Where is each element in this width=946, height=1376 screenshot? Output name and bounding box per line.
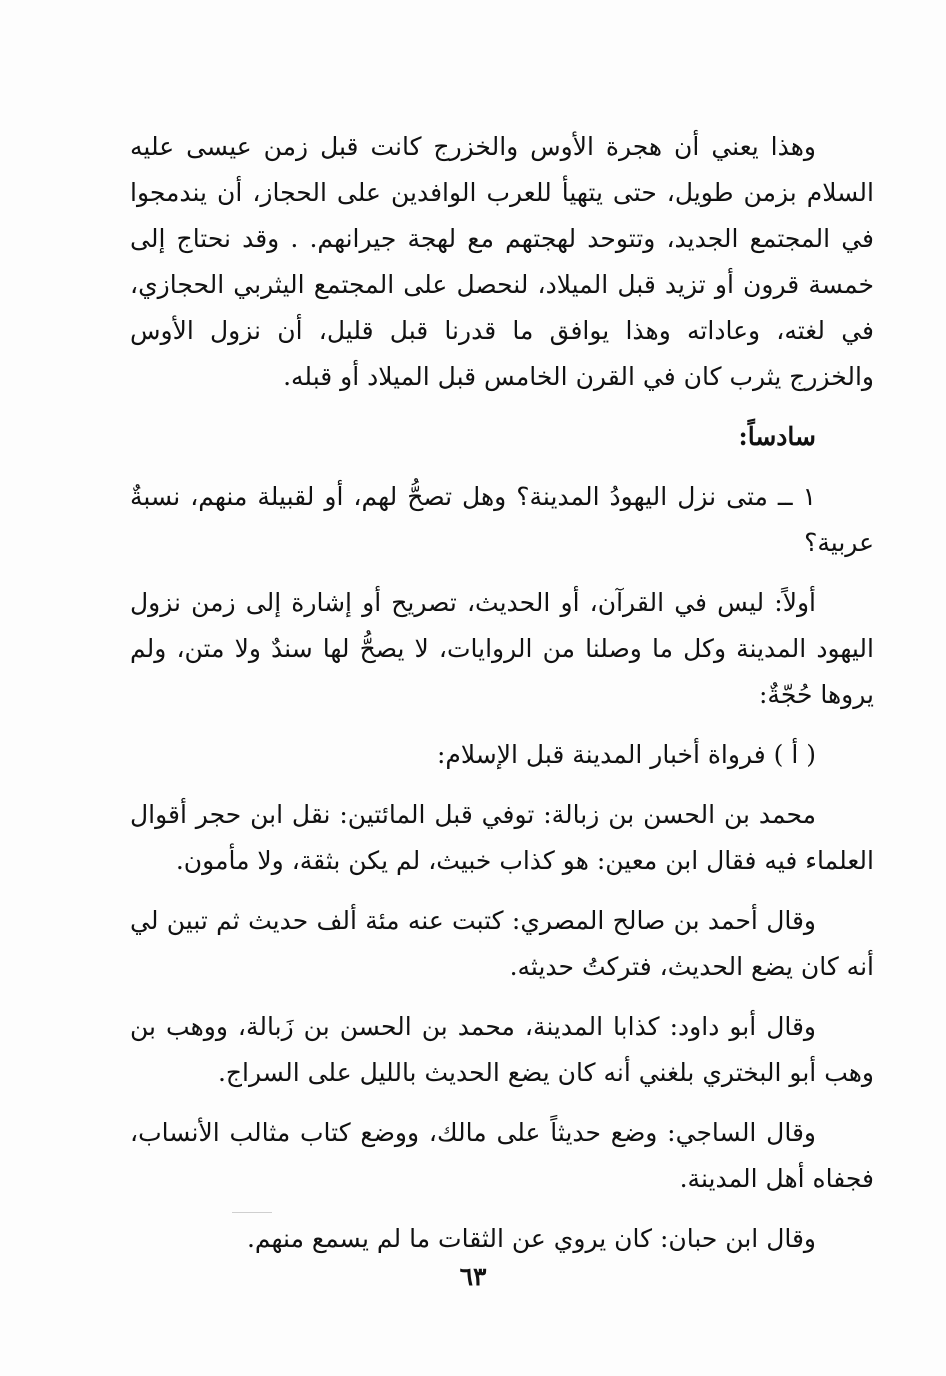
paragraph-abu-dawud: وقال أبو داود: كذابا المدينة، محمد بن الحسن بن زَبالة، ووهب بن وهب أبو البختري بلغني أنه كان يضع الحديث بالليل على السراج.	[130, 1012, 874, 1087]
section-heading-sixth: سادساً:	[738, 422, 816, 451]
page-body	[130, 124, 874, 1262]
question-jews-medina: ١ ــ متى نزل اليهودُ المدينة؟ وهل تصحُّ لهم، أو لقبيلة منهم، نسبةٌ عربية؟	[130, 482, 874, 557]
paragraph-ahmad-ibn-salih: وقال أحمد بن صالح المصري: كتبت عنه مئة ألف حديث ثم تبين لي أنه كان يضع الحديث، فتركتُ حديثه.	[130, 906, 874, 981]
paragraph-ibn-zabala: محمد بن الحسن بن زبالة: توفي قبل المائتين: نقل ابن حجر أقوال العلماء فيه فقال ابن معين: هو كذاب خبيث، لم يكن بثقة، ولا مأمون.	[130, 800, 874, 875]
page-number: ٦٣	[459, 1262, 487, 1291]
paragraph-al-saji: وقال الساجي: وضع حديثاً على مالك، ووضع كتاب مثالب الأنساب، فجفاه أهل المدينة.	[130, 1118, 874, 1193]
paragraph-first-point: أولاً: ليس في القرآن، أو الحديث، تصريح أو إشارة إلى زمن نزول اليهود المدينة وكل ما وصلنا من الروايات، لا يصحُّ لها سندٌ ولا متن، ولم يروها حُجّةٌ:	[130, 588, 874, 709]
subheading-narrators: ( أ ) فرواة أخبار المدينة قبل الإسلام:	[436, 740, 816, 769]
paragraph-ibn-hibban: وقال ابن حبان: كان يروي عن الثقات ما لم يسمع منهم.	[246, 1224, 816, 1253]
paragraph-migration-dating: وهذا يعني أن هجرة الأوس والخزرج كانت قبل زمن عيسى عليه السلام بزمن طويل، حتى يتهيأ للعرب الوافدين على الحجاز، أن يندمجوا في المجتمع الجديد، وتتوحد لهجتهم مع لهجة جيرانهم. . وقد نحتاج إلى خمسة قرون أو تزيد قبل الميلاد، لنحصل على المجتمع اليثربي الحجازي، في لغته، وعاداته وهذا يوافق ما قدرنا قبل قليل، أن نزول الأوس والخزرج يثرب كان في القرن الخامس قبل الميلاد أو قبله.	[130, 132, 874, 391]
scan-mark	[232, 1212, 272, 1213]
